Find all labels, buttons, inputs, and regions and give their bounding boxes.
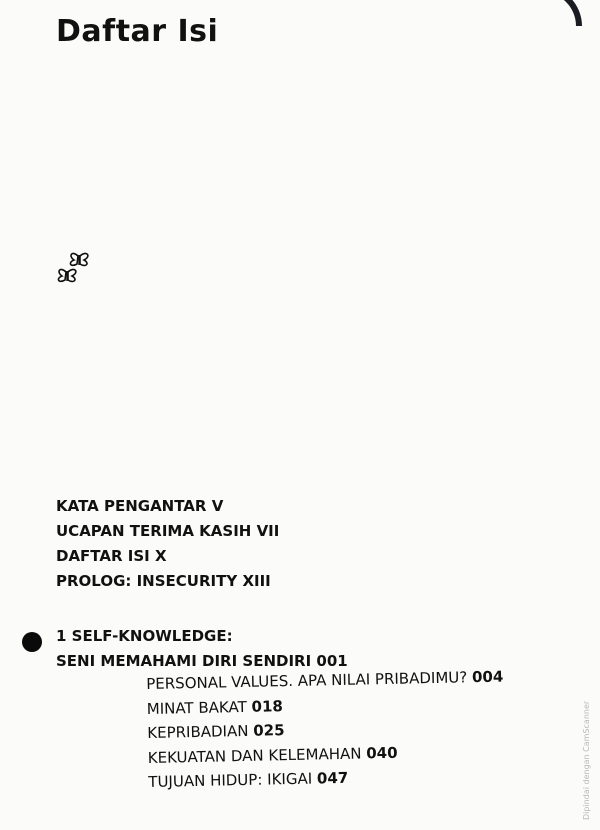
section-page: 018	[251, 696, 284, 716]
scanner-watermark: Dipindai dengan CamScanner	[582, 700, 591, 820]
section-list	[146, 665, 506, 795]
section-page: 040	[366, 743, 398, 762]
chapter-number: 1	[56, 627, 67, 645]
toc-entry-label: UCAPAN TERIMA KASIH	[56, 522, 252, 540]
toc-entry-page: V	[211, 497, 224, 515]
section-label: PERSONAL VALUES. APA NILAI PRIBADIMU?	[146, 668, 468, 693]
toc-entry-label: PROLOG: INSECURITY	[56, 572, 238, 590]
section-label: KEKUATAN DAN KELEMAHAN	[147, 744, 362, 767]
chapter-title: SELF-KNOWLEDGE:	[71, 627, 233, 645]
toc-entry-label: KATA PENGANTAR	[56, 497, 207, 515]
chapter-bullet-icon	[22, 632, 42, 652]
toc-entry-page: XIII	[242, 572, 271, 590]
toc-entry[interactable]	[56, 494, 279, 519]
toc-entry[interactable]	[56, 519, 279, 544]
chapter-page: 001	[316, 652, 348, 670]
section-page: 004	[471, 667, 504, 687]
chapter-subtitle: SENI MEMAHAMI DIRI SENDIRI	[56, 652, 312, 670]
chapter-heading[interactable]	[56, 624, 348, 674]
toc-entry[interactable]	[56, 569, 279, 594]
toc-entry[interactable]	[56, 544, 279, 569]
toc-entry-page: VII	[256, 522, 280, 540]
section-page: 047	[316, 768, 349, 788]
section-page: 025	[253, 721, 285, 740]
toc-entry-page: X	[154, 547, 167, 565]
section-label: TUJUAN HIDUP: IKIGAI	[148, 769, 313, 791]
page-title: Daftar Isi	[56, 14, 219, 49]
section-label: MINAT BAKAT	[146, 697, 247, 718]
page-corner-decoration	[516, 0, 582, 26]
butterfly-pair-icon	[56, 246, 96, 294]
toc-entry-label: DAFTAR ISI	[56, 547, 150, 565]
front-matter-list	[56, 494, 279, 594]
section-label: KEPRIBADIAN	[147, 721, 249, 742]
